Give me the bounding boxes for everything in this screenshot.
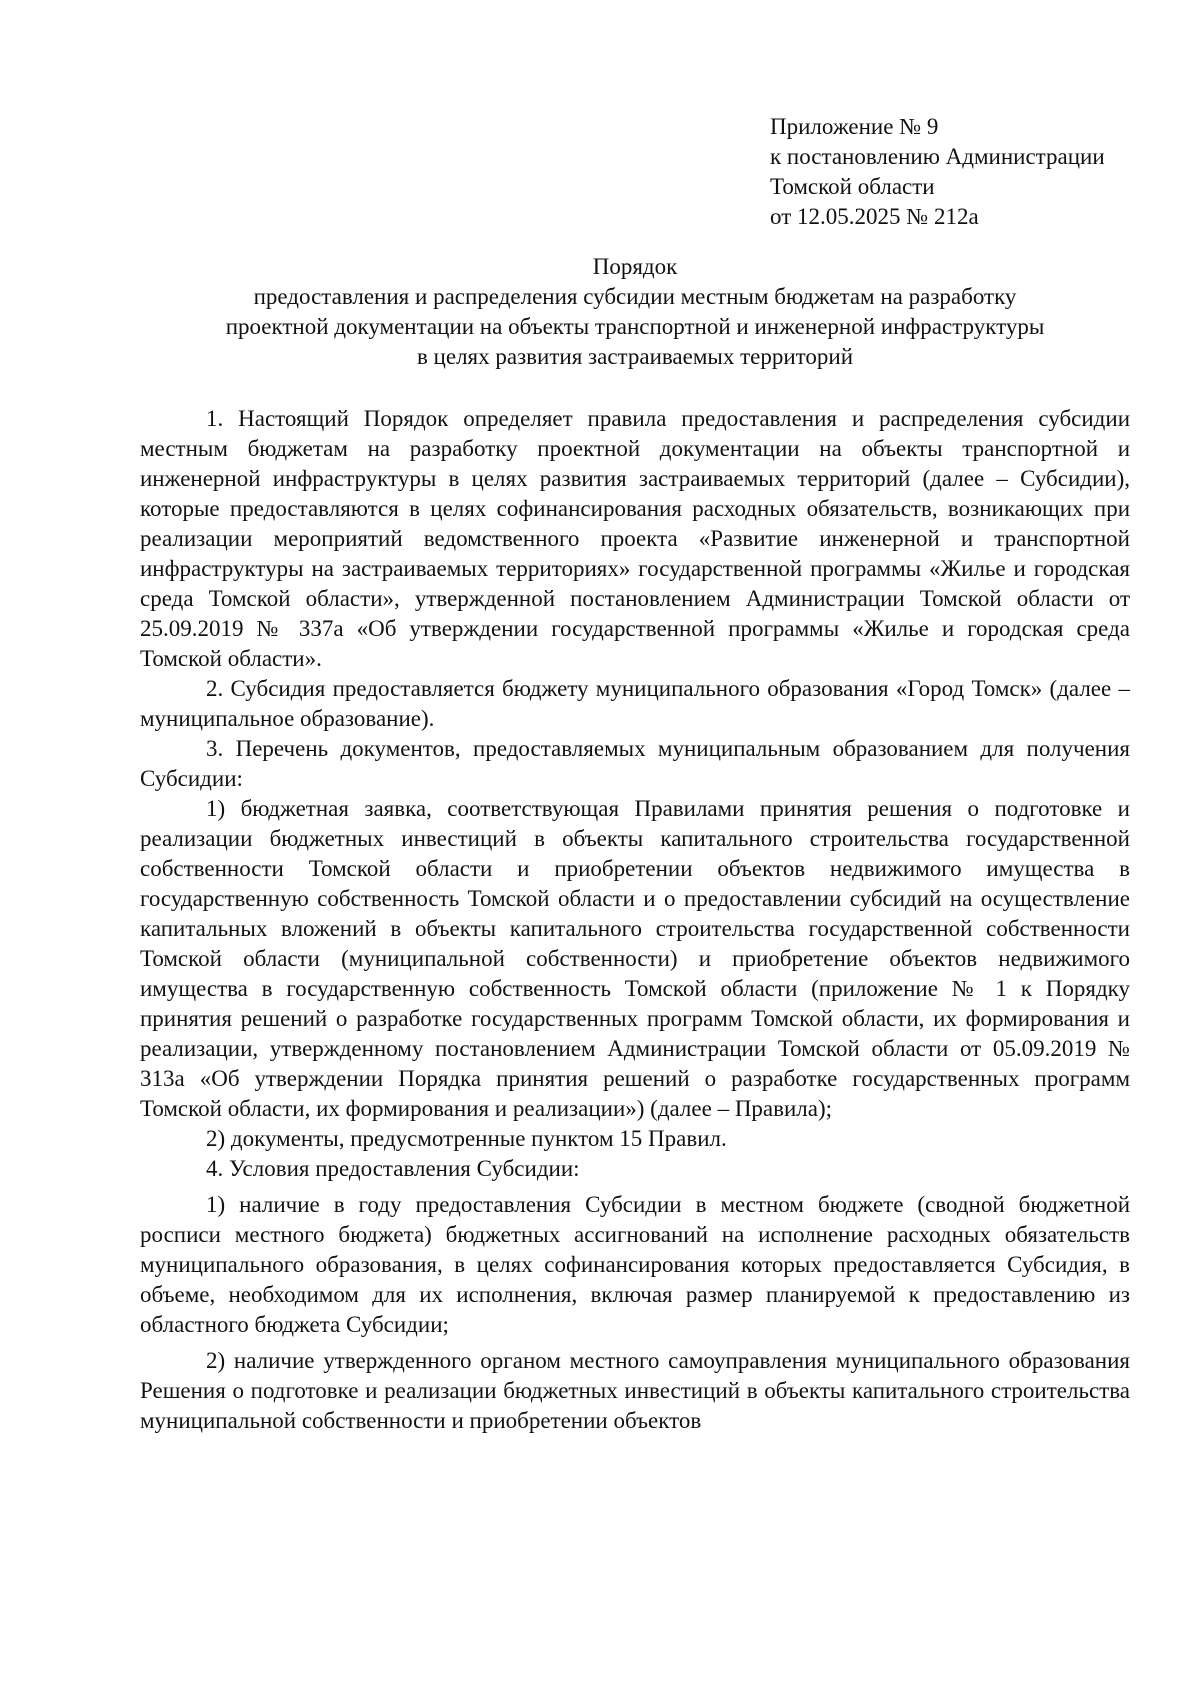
paragraph-3-item-2: 2) документы, предусмотренные пунктом 15 Правил. <box>206 1126 727 1151</box>
paragraph-3-item-1: 1) бюджетная заявка, соответствующая Правилами принятия решения о подготовке и реализации бюджетных инвестиций в объекты капитального строительства государственной собственности Томской области и приобретении объектов недвижимого имущества в государственную собственность Томской области и о предоставлении субсидий на осуществление капитальных вложений в объекты капитального строительства государственной собственности Томской области (муниципальной собственности) и приобретение объектов недвижимого имущества в государственную собственность Томской области (приложение № 1 к Порядку принятия решений о разработке государственных программ Томской области, их формирования и реализации, утвержденному постановлением Администрации Томской области от 05.09.2019 № 313а «Об утверждении Порядка принятия решений о разработке государственных программ Томской области, их формирования и реализации») (далее – Правила); <box>140 796 1130 1121</box>
paragraph-4: 4. Условия предоставления Субсидии: <box>206 1156 580 1181</box>
title-heading: Порядок <box>592 254 678 279</box>
title-line-3: в целях развития застраиваемых территорий <box>416 344 854 369</box>
paragraph-1: 1. Настоящий Порядок определяет правила предоставления и распределения субсидии местным бюджетам на разработку проектной документации на объекты транспортной и инженерной инфраструктуры в целях развития застраиваемых территорий (далее – Субсидии), которые предоставляются в целях софинансирования расходных обязательств, возникающих при реализации мероприятий ведомственного проекта «Развитие инженерной и транспортной инфраструктуры на застраиваемых территориях» государственной программы «Жилье и городская среда Томской области», утвержденной постановлением Администрации Томской области от 25.09.2019 № 337а «Об утверждении государственной программы «Жилье и городская среда Томской области». <box>140 406 1130 671</box>
title-line-2: проектной документации на объекты транспортной и инженерной инфраструктуры <box>225 314 1045 339</box>
document-body <box>140 404 1130 1436</box>
paragraph-4-item-2: 2) наличие утвержденного органом местного самоуправления муниципального образования Решения о подготовке и реализации бюджетных инвестиций в объекты капитального строительства муниципальной собственности и приобретении объектов <box>140 1348 1130 1433</box>
paragraph-3: 3. Перечень документов, предоставляемых муниципальным образованием для получения Субсидии: <box>140 736 1130 791</box>
paragraph-4-item-1: 1) наличие в году предоставления Субсидии в местном бюджете (сводной бюджетной росписи местного бюджета) бюджетных ассигнований на исполнение расходных обязательств муниципального образования, в целях софинансирования которых предоставляется Субсидия, в объеме, необходимом для их исполнения, включая размер планируемой к предоставлению из областного бюджета Субсидии; <box>140 1192 1130 1337</box>
appendix-line-date: от 12.05.2025 № 212а <box>770 204 979 229</box>
appendix-note <box>770 112 1170 232</box>
paragraph-2: 2. Субсидия предоставляется бюджету муниципального образования «Город Томск» (далее – муниципальное образование). <box>140 676 1130 731</box>
document-title <box>140 252 1130 372</box>
appendix-line-resolution: к постановлению Администрации <box>770 144 1105 169</box>
title-line-1: предоставления и распределения субсидии местным бюджетам на разработку <box>253 284 1017 309</box>
appendix-line-number: Приложение № 9 <box>770 114 939 139</box>
appendix-line-region: Томской области <box>770 174 935 199</box>
